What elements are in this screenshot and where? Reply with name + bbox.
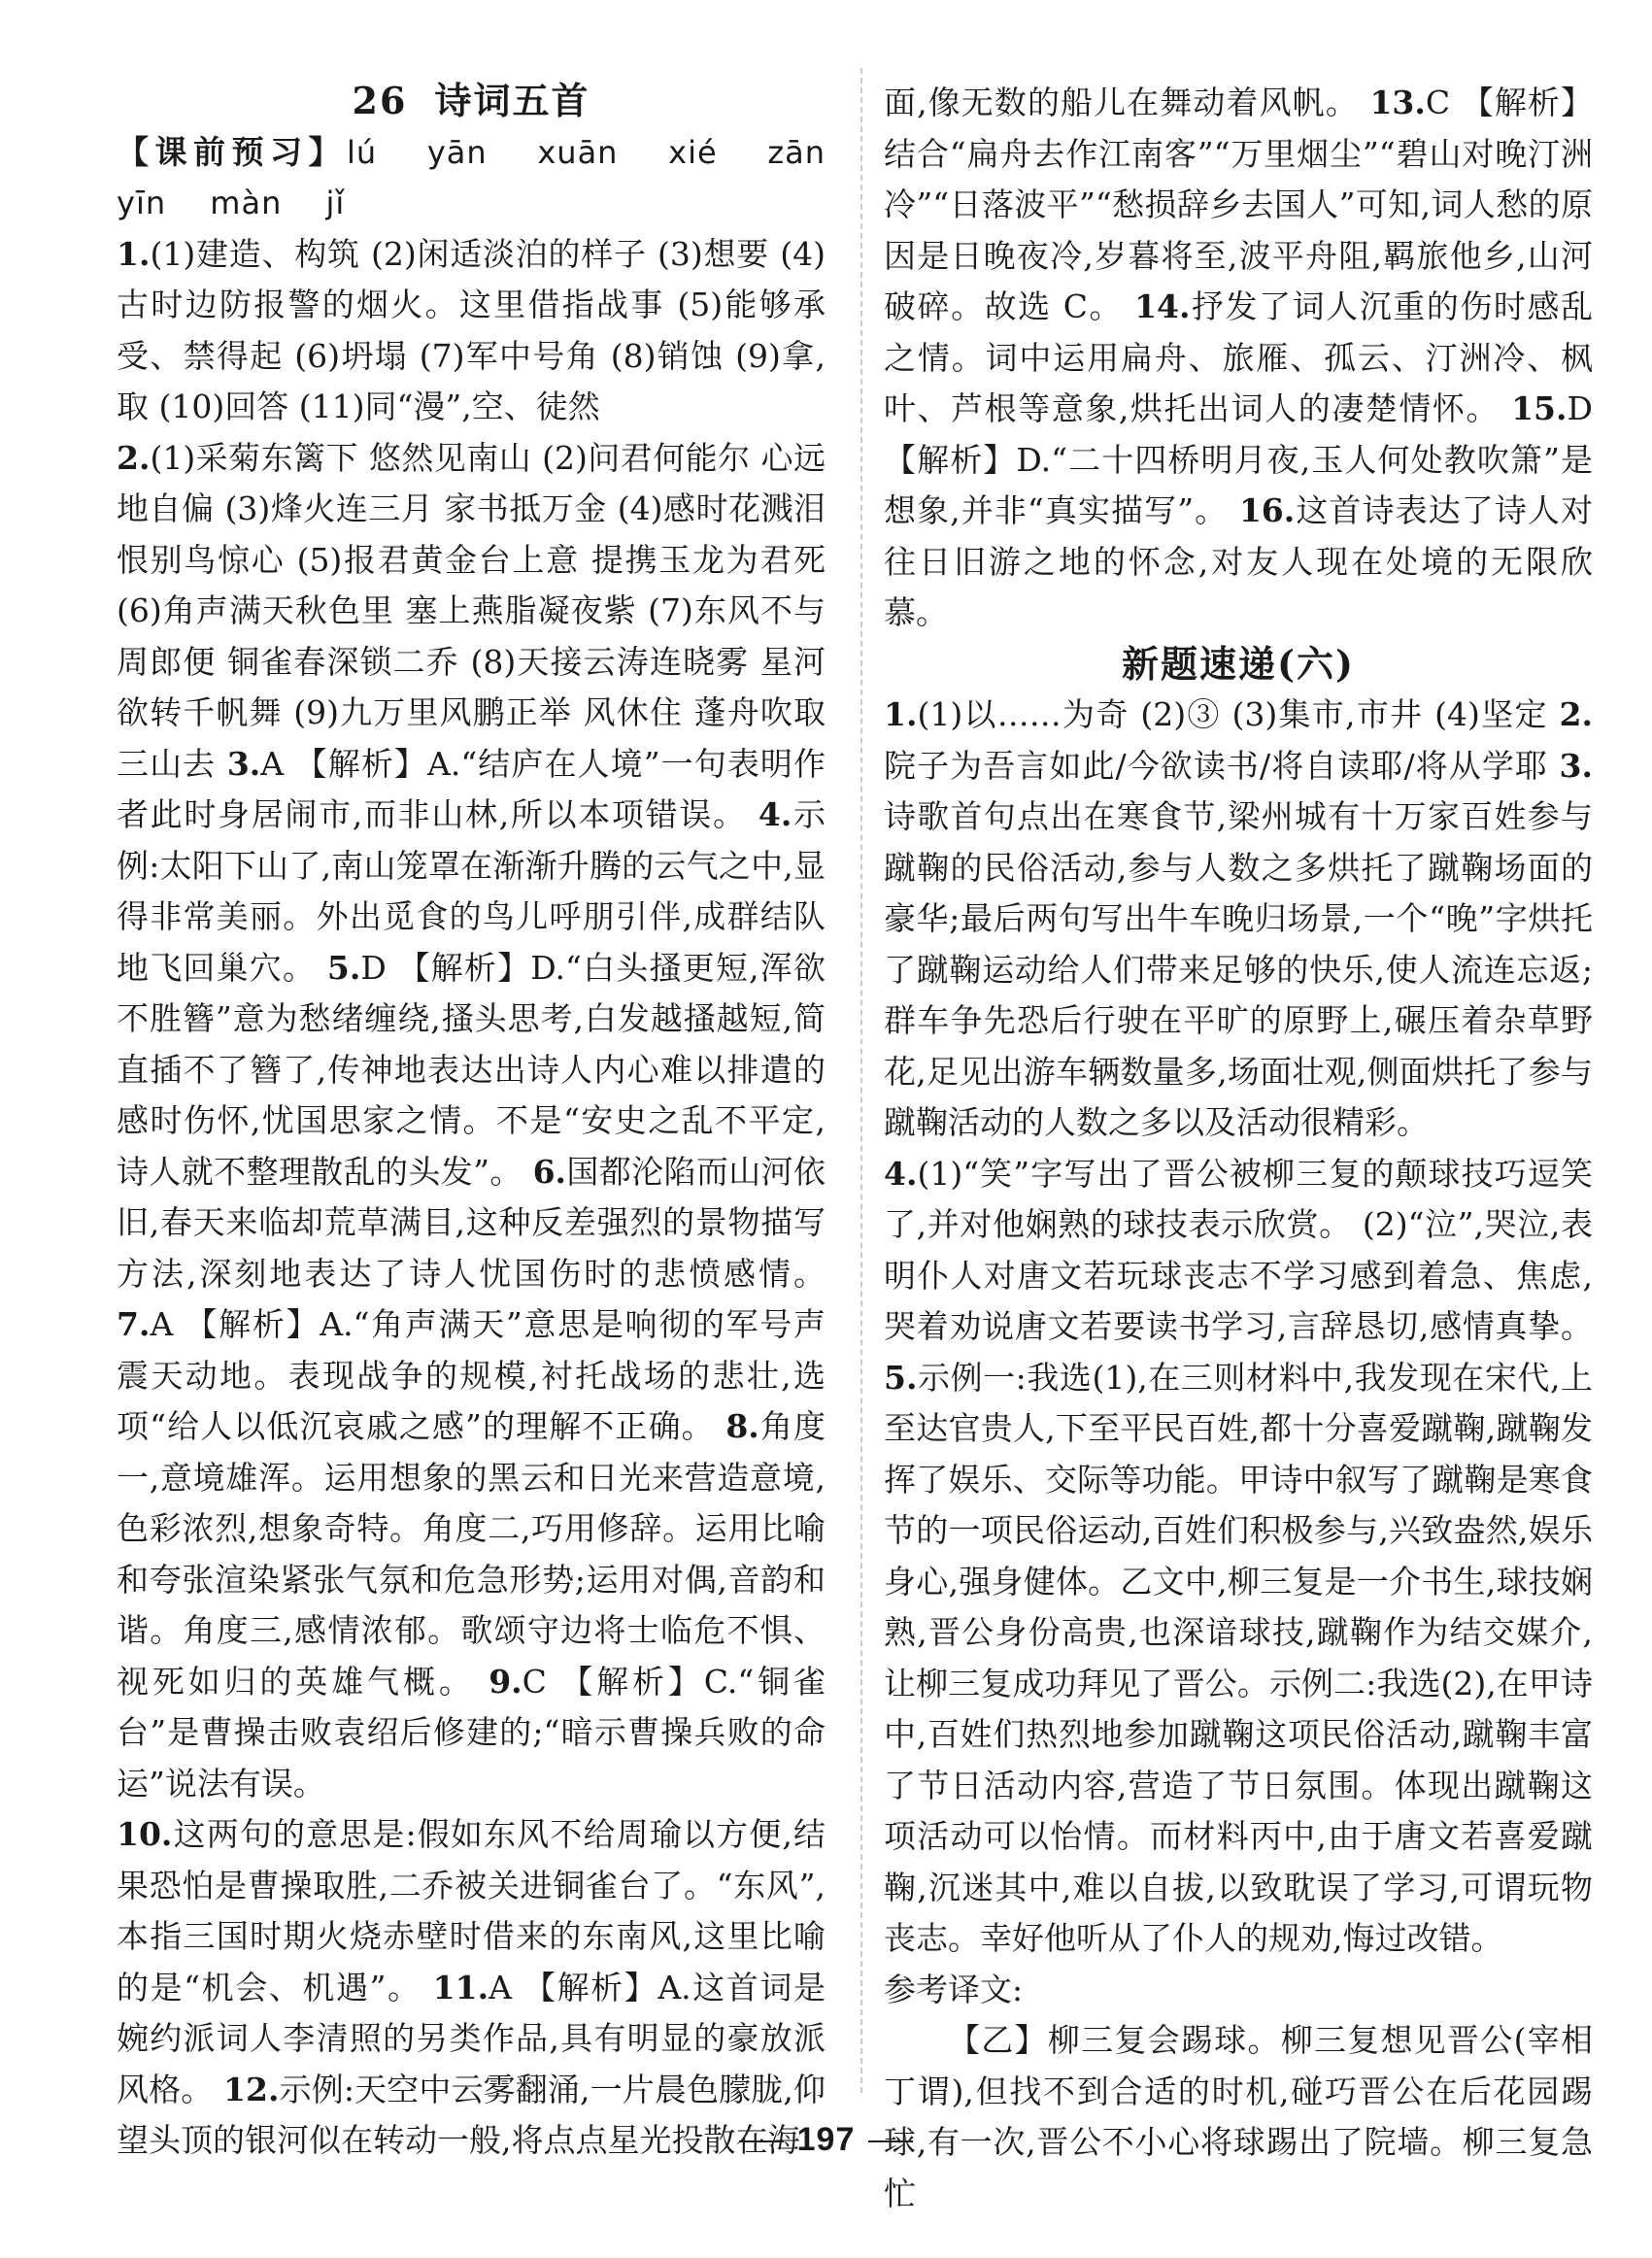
answer-text: 角度一,意境雄浑。运用想象的黑云和日光来营造意境,色彩浓烈,想象奇特。角度二,巧用修辞。运用比喻和夸张渲染紧张气氛和危急形势;运用对偶,音韵和谐。角度三,感情浓郁。歌颂守边将士临危不惧、视死如归的英雄气概。 (117, 1407, 826, 1701)
answer-number: 14. (1134, 287, 1191, 325)
column-divider (860, 68, 862, 2093)
answer-b4 (884, 1149, 1593, 1965)
answer-number: 4. (884, 1154, 918, 1193)
answer-number: 7. (117, 1305, 151, 1343)
answer-text: 国都沦陷而山河依旧,春天来临却荒草满目,这种反差强烈的景物描写方法,深刻地表达了诗人忧国伤时的悲愤感情。 (117, 1152, 826, 1293)
answer-text: 示例:太阳下山了,南山笼罩在渐渐升腾的云气之中,显得非常美丽。外出觅食的鸟儿呼朋引伴,成群结队地飞回巢穴。 (117, 795, 826, 987)
answer-text: 这两句的意思是:假如东风不给周瑜以方便,结果恐怕是曹操取胜,二乔被关进铜雀台了。“东风”,本指三国时期火烧赤壁时借来的东南风,这里比喻的是“机会、机遇”。 (117, 1815, 826, 2006)
answer-text: 面,像无数的船儿在舞动着风帆。 (884, 84, 1359, 121)
answer-text: 示例:天空中云雾翻涌,一片晨色朦胧,仰望头顶的银河似在转动一般,将点点星光投散在海 (117, 2070, 826, 2159)
answer-number: 2. (1559, 695, 1593, 733)
page-number: 197 (796, 2121, 856, 2158)
answer-1 (117, 229, 826, 433)
answer-text: C 【解析】C.“铜雀台”是曹操击败袁绍后修建的;“暗示曹操兵败的命运”说法有误。 (117, 1662, 826, 1803)
preview-line (117, 127, 826, 229)
answer-12-continued (884, 78, 1593, 639)
answer-text: 抒发了词人沉重的伤时感乱之情。词中运用扁舟、旅雁、孤云、汀洲冷、枫叶、芦根等意象,烘托出词人的凄楚情怀。 (884, 287, 1593, 427)
page-footer (0, 2121, 1652, 2159)
answer-number: 5. (326, 948, 361, 987)
answer-number: 4. (758, 795, 792, 833)
answer-text: D 【解析】D.“二十四桥明月夜,玉人何处教吹箫”是想象,并非“真实描写”。 (884, 389, 1593, 529)
answer-number: 5. (884, 1358, 918, 1397)
reference-label: 参考译文: (884, 1970, 1024, 2008)
answer-text: C 【解析】结合“扁舟去作江南客”“万里烟尘”“碧山对晚汀洲冷”“日落波平”“愁损辞乡去国人”可知,词人愁的原因是日晚夜冷,岁暮将至,波平舟阻,羁旅他乡,山河破碎。故选 C。 (884, 84, 1593, 325)
answer-number: 6. (532, 1152, 567, 1191)
section-title: 新题速递(六) (1122, 641, 1355, 686)
answer-text: (1)采菊东篱下 悠然见南山 (2)问君何能尔 心远地自偏 (3)烽火连三月 家书抵万金 (4)感时花溅泪 恨别鸟惊心 (5)报君黄金台上意 提携玉龙为君死 (6)角声满天秋色里 塞上燕脂凝夜紫 (7)东风不与周郎便 铜雀春深锁二乔 (8)天接云涛连晓雾 星河欲转千帆舞 (9)九万里风鹏正举 风休住 蓬舟吹取三山去 (117, 438, 826, 783)
answer-number: 9. (489, 1662, 523, 1701)
answer-text: (1)以……为奇 (2)③ (3)集市,市井 (4)坚定 (917, 695, 1548, 733)
reference-translation: 【乙】柳三复会踢球。柳三复想见晋公(宰相丁谓),但找不到合适的时机,碰巧晋公在后花园踢球,有一次,晋公不小心将球踢出了院墙。柳三复急忙 (884, 2021, 1593, 2212)
answer-2 (117, 433, 826, 1810)
right-column (884, 78, 1593, 2219)
answer-number: 3. (1559, 746, 1593, 785)
pinyin-answers: lú yān xuān xié zān yīn màn jǐ (117, 133, 826, 221)
answer-text: 这首诗表达了诗人对往日旧游之地的怀念,对友人现在处境的无限欣慕。 (884, 491, 1594, 631)
answer-10 (117, 1809, 826, 2167)
answer-text: A 【解析】A.“结庐在人境”一句表明作者此时身居闹市,而非山林,所以本项错误。 (117, 744, 826, 833)
answer-number: 15. (1511, 389, 1568, 427)
answer-text: 示例一:我选(1),在三则材料中,我发现在宋代,上至达官贵人,下至平民百姓,都十分喜爱蹴鞠,蹴鞠发挥了娱乐、交际等功能。甲诗中叙写了蹴鞠是寒食节的一项民俗运动,百姓们积极参与,兴致盎然,娱乐身心,强身健体。乙文中,柳三复是一介书生,球技娴熟,晋公身份高贵,也深谙球技,蹴鞠作为结交媒介,让柳三复成功拜见了晋公。示例二:我选(2),在甲诗中,百姓们热烈地参加蹴鞠这项民俗活动,蹴鞠丰富了节日活动内容,营造了节日氛围。体现出蹴鞠这项活动可以怡情。而材料丙中,由于唐文若喜爱蹴鞠,沉迷其中,难以自拔,以致耽误了学习,可谓玩物丧志。幸好他听从了仆人的规劝,悔过改错。 (884, 1358, 1593, 1957)
footer-dash-right (868, 2140, 913, 2142)
answer-number: 12. (223, 2070, 280, 2108)
answer-number: 2. (117, 438, 151, 477)
answer-number: 3. (226, 744, 261, 783)
answer-number: 10. (117, 1815, 173, 1853)
left-column (117, 76, 826, 2167)
answer-text: 诗歌首句点出在寒食节,梁州城有十万家百姓参与蹴鞠的民俗活动,参与人数之多烘托了蹴鞠场面的豪华;最后两句写出牛车晚归场景,一个“晚”字烘托了蹴鞠运动给人们带来足够的快乐,使人流连忘返;群车争先恐后行驶在平旷的原野上,碾压着杂草野花,足见出游车辆数量多,场面壮观,侧面烘托了参与蹴鞠活动的人数之多以及活动很精彩。 (884, 797, 1593, 1141)
preview-label: 【课前预习】 (117, 132, 347, 171)
answer-text: D 【解析】D.“白头搔更短,浑欲不胜簪”意为愁绪缠绕,搔头思考,白发越搔越短,简直插不了簪了,传神地表达出诗人内心难以排遣的感时伤怀,忧国思家之情。不是“安史之乱不平定,诗人就不整理散乱的头发”。 (117, 948, 826, 1191)
answer-number: 11. (432, 1968, 489, 2006)
answer-number: 16. (1238, 491, 1296, 529)
answer-number: 1. (884, 695, 918, 733)
answer-text: (1)建造、构筑 (2)闲适淡泊的样子 (3)想要 (4)古时边防报警的烟火。这里借指战事 (5)能够承受、禁得起 (6)坍塌 (7)军中号角 (8)销蚀 (9)拿,取 (10)回答 (11)同“漫”,空、徒然 (117, 234, 826, 425)
answer-number: 8. (725, 1407, 759, 1445)
answer-text: (1)“笑”字写出了晋公被柳三复的颠球技巧逗笑了,并对他娴熟的球技表示欣赏。 (2)“泣”,哭泣,表明仆人对唐文若玩球丧志不学习感到着急、焦虑,哭着劝说唐文若要读书学习,言辞恳切,感情真挚。 (884, 1154, 1593, 1345)
answer-number: 1. (117, 234, 151, 273)
answer-text: A 【解析】A.“角声满天”意思是响彻的军号声震天动地。表现战争的规模,衬托战场的悲壮,选项“给人以低沉哀戚之感”的理解不正确。 (117, 1305, 826, 1445)
lesson-number: 26 (352, 79, 408, 122)
footer-dash-left (739, 2140, 784, 2142)
answer-text: A 【解析】A.这首词是婉约派词人李清照的另类作品,具有明显的豪放派风格。 (117, 1968, 826, 2108)
answer-number: 13. (1369, 84, 1426, 121)
lesson-title (117, 76, 826, 127)
answer-b1 (884, 690, 1593, 1149)
answer-text: 院子为吾言如此/今欲读书/将自读耶/将从学耶 (884, 746, 1548, 785)
lesson-name: 诗词五首 (434, 79, 590, 122)
